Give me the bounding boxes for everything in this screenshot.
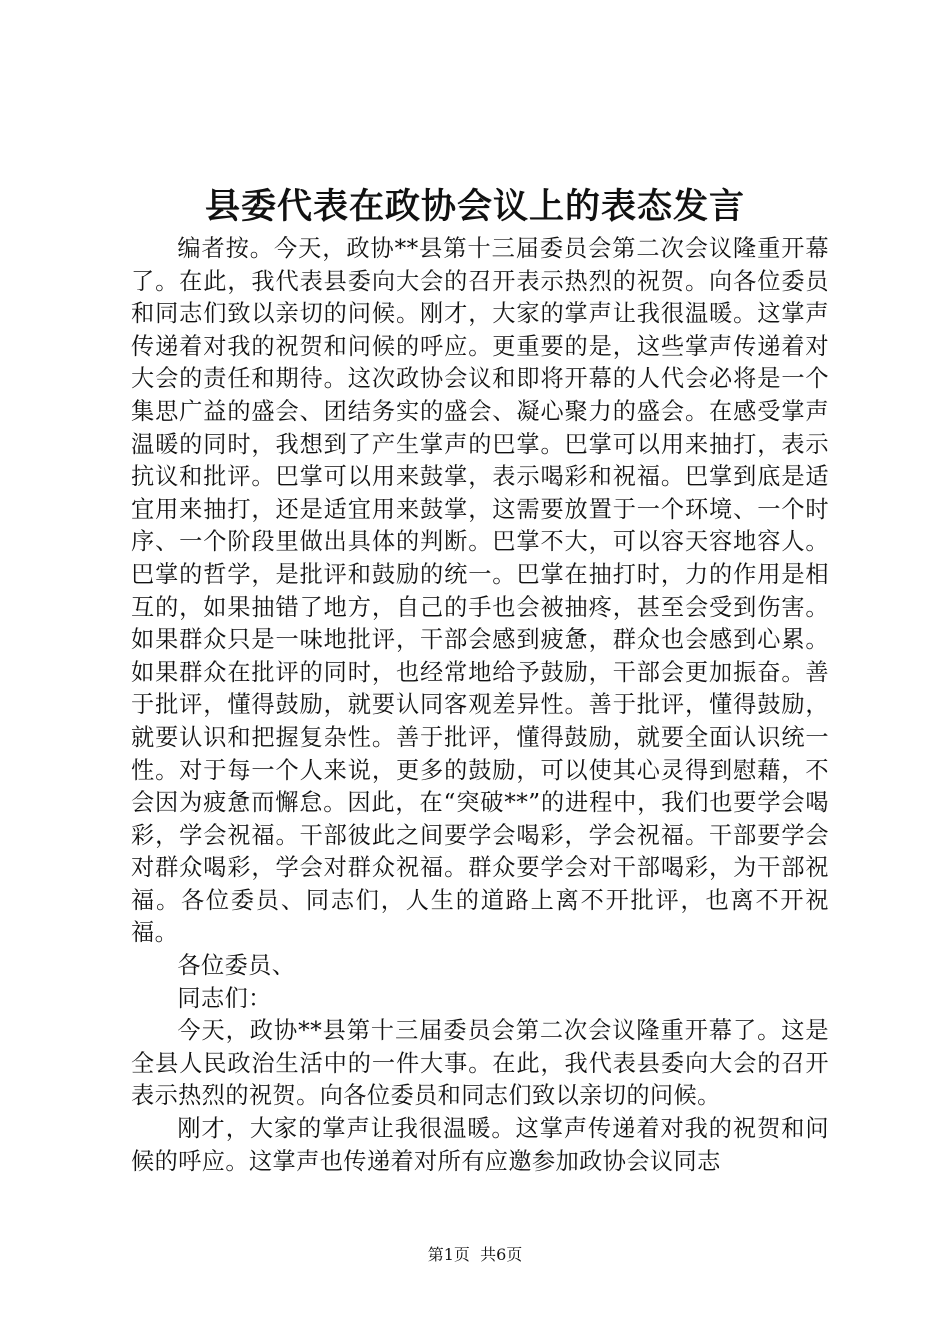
page-footer [0,1243,950,1267]
paragraph-salutation-members: 各位委员、 [177,952,296,980]
page-total: 共6页 [480,1245,523,1264]
document-title: 县委代表在政协会议上的表态发言 [204,186,745,227]
footer-gap [470,1245,480,1264]
paragraph-salutation-comrades: 同志们： [177,984,272,1012]
paragraph-applause: 刚才，大家的掌声让我很温暖。这掌声传递着对我的祝贺和问候的呼应。这掌声也传递着对所有应邀参加政协会议同志 [131,1115,829,1175]
document-body [131,233,829,1178]
paragraph-editor-note: 编者按。今天，政协**县第十三届委员会第二次会议隆重开幕了。在此，我代表县委向大会的召开表示热烈的祝贺。向各位委员和同志们致以亲切的问候。刚才，大家的掌声让我很温暖。这掌声传递着对我的祝贺和问候的呼应。更重要的是，这些掌声传递着对大会的责任和期待。这次政协会议和即将开幕的人代会必将是一个集思广益的盛会、团结务实的盛会、凝心聚力的盛会。在感受掌声温暖的同时，我想到了产生掌声的巴掌。巴掌可以用来抽打，表示抗议和批评。巴掌可以用来鼓掌，表示喝彩和祝福。巴掌到底是适宜用来抽打，还是适宜用来鼓掌，这需要放置于一个环境、一个时序、一个阶段里做出具体的判断。巴掌不大，可以容天容地容人。巴掌的哲学，是批评和鼓励的统一。巴掌在抽打时，力的作用是相互的，如果抽错了地方，自己的手也会被抽疼，甚至会受到伤害。如果群众只是一味地批评，干部会感到疲惫，群众也会感到心累。如果群众在批评的同时，也经常地给予鼓励，干部会更加振奋。善于批评，懂得鼓励，就要认同客观差异性。善于批评，懂得鼓励，就要认识和把握复杂性。善于批评，懂得鼓励，就要全面认识统一性。对于每一个人来说，更多的鼓励，可以使其心灵得到慰藉，不会因为疲惫而懈怠。因此，在“突破**”的进程中，我们也要学会喝彩，学会祝福。干部彼此之间要学会喝彩，学会祝福。干部要学会对群众喝彩，学会对群众祝福。群众要学会对干部喝彩，为干部祝福。各位委员、同志们，人生的道路上离不开批评，也离不开祝福。 [131,235,829,947]
paragraph-opening: 今天，政协**县第十三届委员会第二次会议隆重开幕了。这是全县人民政治生活中的一件大事。在此，我代表县委向大会的召开表示热烈的祝贺。向各位委员和同志们致以亲切的问候。 [131,1017,829,1110]
page-number: 第1页 [427,1245,470,1264]
